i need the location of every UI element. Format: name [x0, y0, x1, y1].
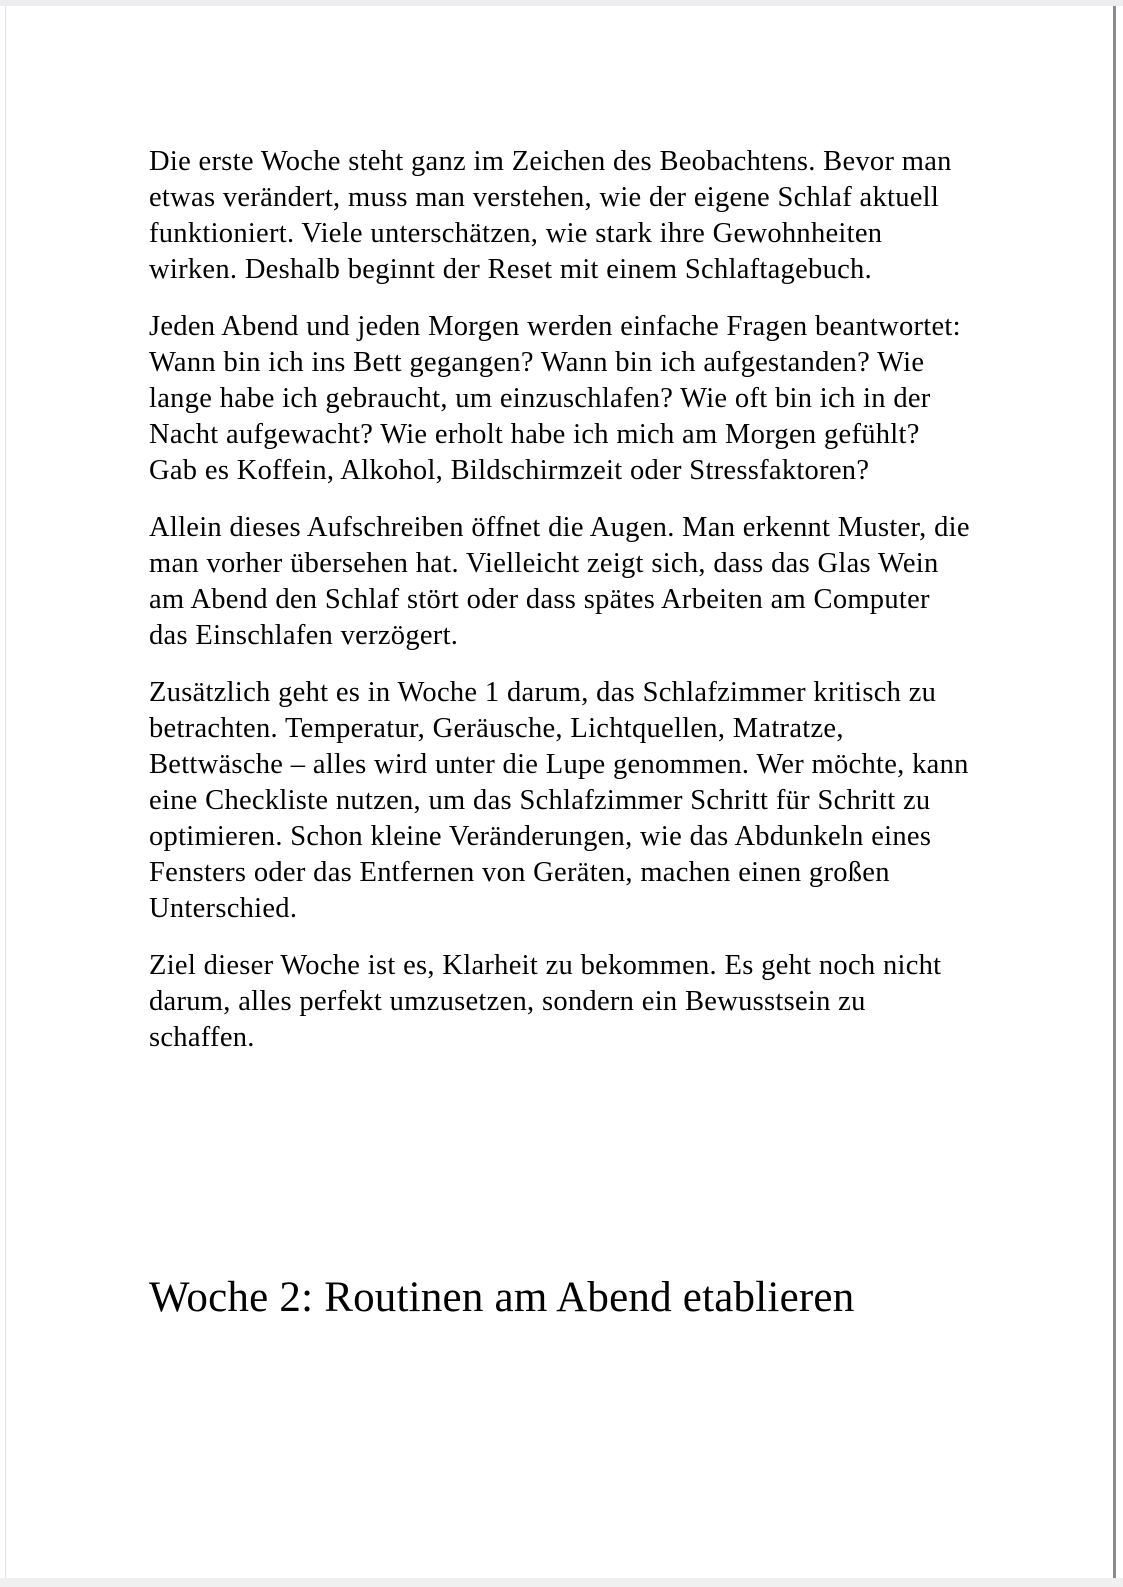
- body-paragraph-5: Ziel dieser Woche ist es, Klarheit zu bekommen. Es geht noch nicht darum, alles perfekt umzusetzen, sondern ein Bewusstsein zu schaffen.: [149, 950, 942, 1053]
- section-heading-woche-2: Woche 2: Routinen am Abend etablieren: [149, 1274, 855, 1321]
- body-text-column: [149, 144, 975, 1056]
- body-paragraph-2: Jeden Abend und jeden Morgen werden einfache Fragen beantwortet: Wann bin ich ins Bett gegangen? Wann bin ich aufgestanden? Wie lange habe ich gebraucht, um einzuschlafen? Wie oft bin ich in der Nacht aufgewacht? Wie erholt habe ich mich am Morgen gefühlt? Gab es Koffein, Alkohol, Bildschirmzeit oder Stressfaktoren?: [149, 311, 961, 486]
- body-paragraph-3: Allein dieses Aufschreiben öffnet die Augen. Man erkennt Muster, die man vorher übersehen hat. Vielleicht zeigt sich, dass das Glas Wein am Abend den Schlaf stört oder dass spätes Arbeiten am Computer das Einschlafen verzögert.: [149, 512, 970, 651]
- viewport-bottom-band: [0, 1578, 1123, 1587]
- page-content-area: [6, 6, 1113, 1578]
- body-paragraph-1: Die erste Woche steht ganz im Zeichen des Beobachtens. Bevor man etwas verändert, muss man verstehen, wie der eigene Schlaf aktuell funktioniert. Viele unterschätzen, wie stark ihre Gewohnheiten wirken. Deshalb beginnt der Reset mit einem Schlaftagebuch.: [149, 146, 952, 285]
- document-page-sheet: [5, 6, 1116, 1578]
- body-paragraph-4: Zusätzlich geht es in Woche 1 darum, das Schlafzimmer kritisch zu betrachten. Temperatur, Geräusche, Lichtquellen, Matratze, Bettwäsche – alles wird unter die Lupe genommen. Wer möchte, kann eine Checkliste nutzen, um das Schlafzimmer Schritt für Schritt zu optimieren. Schon kleine Veränderungen, wie das Abdunkeln eines Fensters oder das Entfernen von Geräten, machen einen großen Unterschied.: [149, 677, 969, 924]
